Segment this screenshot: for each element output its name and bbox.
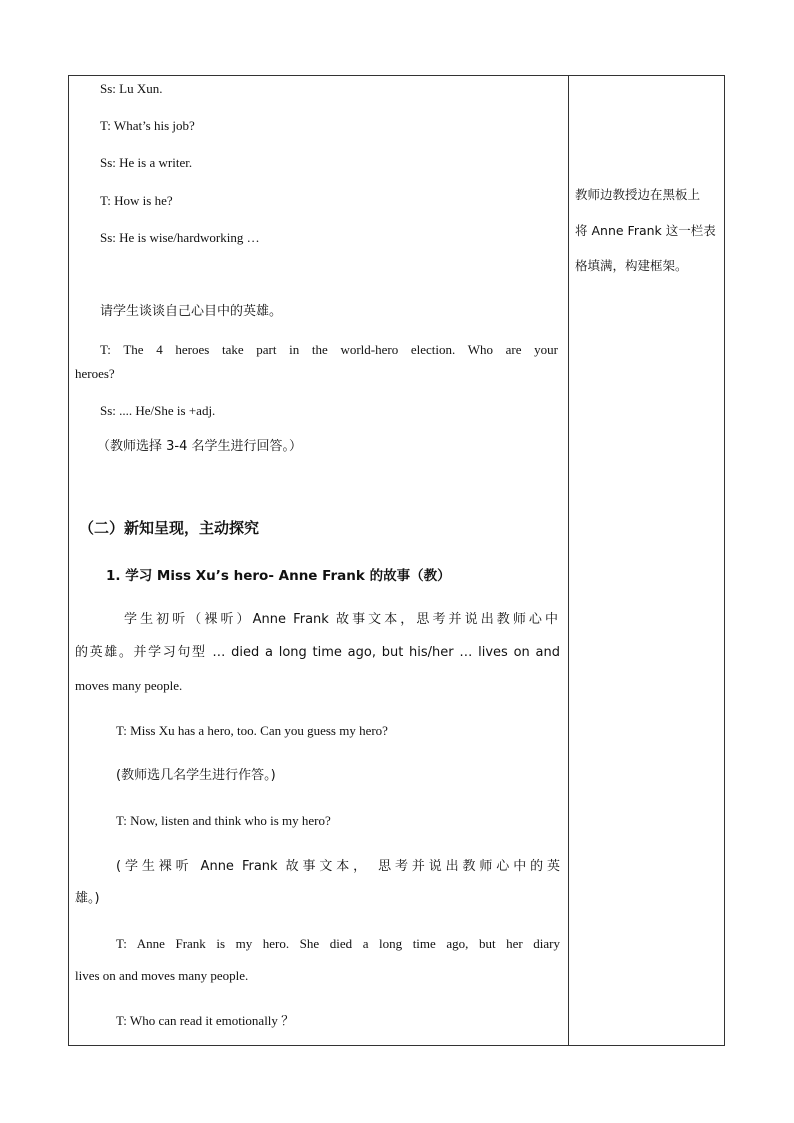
paragraph-line: 学生初听（裸听）Anne Frank 故事文本，思考并说出教师心中 — [124, 612, 558, 627]
instruction-line: (学生裸听 Anne Frank 故事文本， 思考并说出教师心中的英 — [116, 859, 560, 874]
dialogue-line: T: Who can read it emotionally ？ — [116, 1013, 295, 1028]
instruction-line: （教师选择 3-4 名学生进行回答。） — [97, 439, 302, 454]
lesson-plan-table — [68, 75, 725, 1046]
dialogue-line: heroes? — [75, 366, 115, 381]
dialogue-line: T: The 4 heroes take part in the world-hero election. Who are your — [100, 342, 558, 357]
dialogue-line: Ss: .... He/She is +adj. — [100, 403, 216, 418]
subsection-heading: 1. 学习 Miss Xu’s hero- Anne Frank 的故事（教） — [106, 568, 451, 584]
note-line: 格填满，构建框架。 — [575, 258, 688, 273]
dialogue-line: lives on and moves many people. — [75, 968, 249, 983]
paragraph-line: 的英雄。并学习句型 … died a long time ago, but his/her … lives on and — [75, 645, 560, 660]
dialogue-line: T: How is he? — [100, 193, 173, 208]
dialogue-line: T: Anne Frank is my hero. She died a long time ago, but her diary — [116, 936, 560, 951]
dialogue-line: T: Now, listen and think who is my hero? — [116, 813, 331, 828]
section-heading: （二）新知呈现，主动探究 — [79, 519, 260, 537]
teaching-process-column — [69, 76, 568, 1045]
dialogue-line: Ss: He is wise/hardworking … — [100, 230, 260, 245]
note-line: 教师边教授边在黑板上 — [575, 187, 701, 202]
design-notes-column — [569, 76, 725, 1045]
dialogue-line: Ss: Lu Xun. — [100, 81, 163, 96]
instruction-line: 雄。) — [75, 891, 100, 906]
dialogue-line: T: What’s his job? — [100, 118, 195, 133]
paragraph-line: moves many people. — [75, 678, 183, 693]
instruction-line: 请学生谈谈自己心目中的英雄。 — [100, 304, 283, 319]
instruction-line: (教师选几名学生进行作答。) — [116, 768, 276, 783]
dialogue-line: Ss: He is a writer. — [100, 155, 193, 170]
note-line: 将 Anne Frank 这一栏表 — [575, 223, 716, 238]
dialogue-line: T: Miss Xu has a hero, too. Can you guess my hero? — [116, 723, 388, 738]
